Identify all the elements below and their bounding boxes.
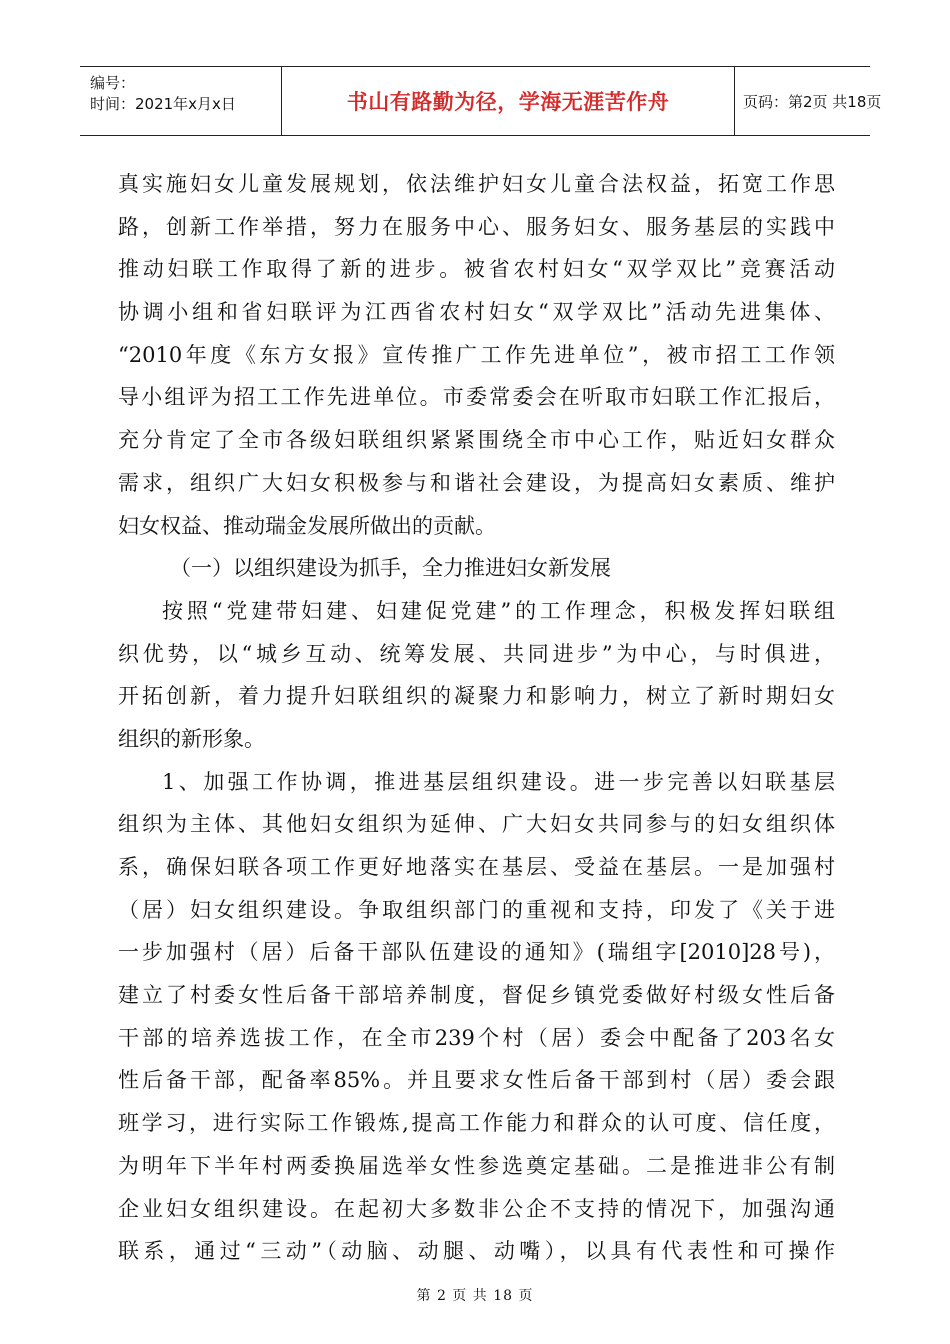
body-line: 组织的新形象。 [118,726,265,751]
header-page-cell [735,67,882,135]
body-line: 协调小组和省妇联评为江西省农村妇女“双学双比”活动先进集体、 [118,300,835,325]
page-header [80,66,882,136]
page-footer [0,1285,950,1305]
body-line: 路，创新工作举措，努力在服务中心、服务妇女、服务基层的实践中 [118,214,835,239]
body-line: 开拓创新，着力提升妇联组织的凝聚力和影响力，树立了新时期妇女 [118,684,835,709]
header-motto-cell [282,67,735,135]
body-line: 干部的培养选拔工作，在全市239个村（居）委会中配备了203名女 [118,1025,835,1050]
body-line: 建立了村委女性后备干部培养制度，督促乡镇党委做好村级女性后备 [118,983,835,1008]
body-line: 联系，通过“三动”（动脑、动腿、动嘴），以具有代表性和可操作 [118,1239,835,1264]
body-line: 织优势，以“城乡互动、统筹发展、共同进步”为中心，与时俱进， [118,641,835,666]
body-line: 妇女权益、推动瑞金发展所做出的贡献。 [118,513,496,538]
footer-page-indicator: 第 2 页 共 18 页 [416,1288,534,1304]
body-line: 充分肯定了全市各级妇联组织紧紧围绕全市中心工作，贴近妇女群众 [118,428,835,453]
body-line: 真实施妇女儿童发展规划，依法维护妇女儿童合法权益，拓宽工作思 [118,172,835,196]
body-line: （居）妇女组织建设。争取组织部门的重视和支持，印发了《关于进 [118,897,835,922]
document-date-label: 时间：2021年x月x日 [90,95,236,113]
body-line: 推动妇联工作取得了新的进步。被省农村妇女“双学双比”竞赛活动 [118,257,835,282]
section-heading: （一）以组织建设为抓手，全力推进妇女新发展 [170,556,611,581]
body-line: 导小组评为招工工作先进单位。市委常委会在听取市妇联工作汇报后， [118,385,835,410]
document-body [118,163,835,1273]
body-line: 班学习，进行实际工作锻炼,提高工作能力和群众的认可度、信任度， [118,1111,835,1136]
body-line: 一步加强村（居）后备干部队伍建设的通知》(瑞组字[2010]28号)， [118,940,835,965]
document-number-label: 编号： [90,74,136,92]
body-line: 为明年下半年村两委换届选举女性参选奠定基础。二是推进非公有制 [118,1153,835,1178]
body-line: 组织为主体、其他妇女组织为延伸、广大妇女共同参与的妇女组织体 [118,812,835,837]
header-meta [80,67,282,135]
header-motto: 书山有路勤为径，学海无涯苦作舟 [346,90,670,114]
body-line: 系，确保妇联各项工作更好地落实在基层、受益在基层。一是加强村 [118,855,835,879]
body-line: 按照“党建带妇建、妇建促党建”的工作理念，积极发挥妇联组 [162,598,835,623]
header-page-label: 页码：第2页 共18页 [743,92,882,111]
body-line: 需求，组织广大妇女积极参与和谐社会建设，为提高妇女素质、维护 [118,470,835,495]
body-line: 性后备干部，配备率85%。并且要求女性后备干部到村（居）委会跟 [118,1068,835,1093]
body-line: 1、加强工作协调，推进基层组织建设。进一步完善以妇联基层 [162,769,835,794]
body-line: “2010年度《东方女报》宣传推广工作先进单位”，被市招工工作领 [118,342,835,367]
body-line: 企业妇女组织建设。在起初大多数非公企不支持的情况下，加强沟通 [118,1196,835,1221]
